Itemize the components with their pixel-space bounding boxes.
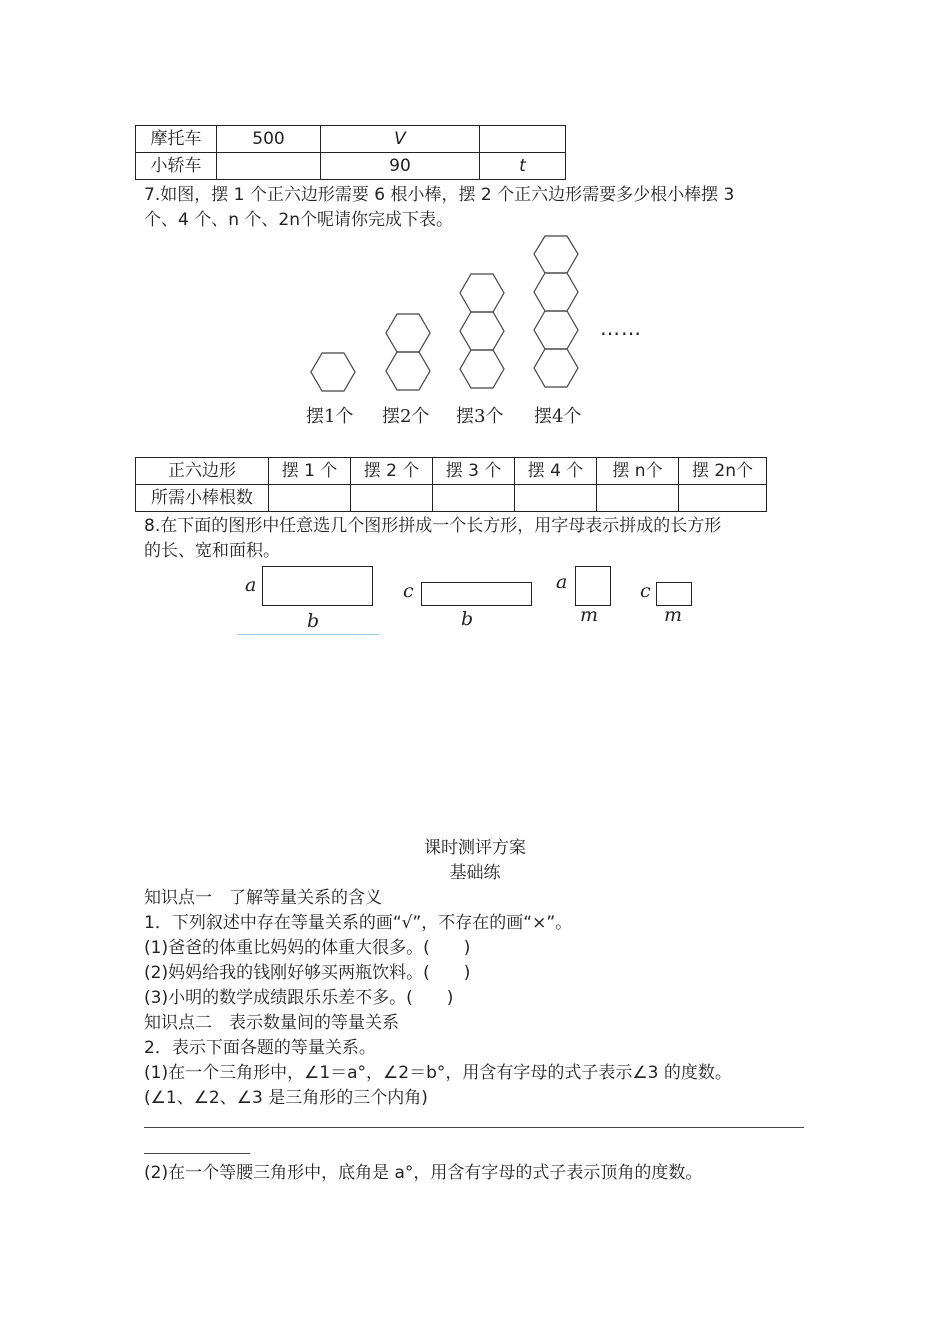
section-title: 课时测评方案: [424, 838, 526, 858]
figure-label: 摆3个: [456, 406, 504, 427]
answer-line: [144, 1127, 804, 1128]
hexagon: [534, 349, 578, 387]
section-subtitle: 基础练: [449, 863, 501, 883]
vehicle-table: [135, 125, 566, 180]
table-cell: 正六边形: [136, 458, 269, 485]
hexagon: [386, 314, 430, 352]
table-cell: [480, 126, 566, 153]
question-1-item-1: (1)爸爸的体重比妈妈的体重大很多。( ): [144, 938, 471, 958]
table-cell: 90: [321, 153, 480, 180]
hexagon: [460, 274, 504, 312]
table-cell: t: [480, 153, 566, 180]
table-cell: [269, 485, 351, 512]
table-cell: 摆 n个: [597, 458, 679, 485]
hexagon: [311, 353, 355, 391]
q8-text-line2: 的长、宽和面积。: [144, 541, 280, 561]
shape-bottom-label: b: [307, 610, 320, 632]
table-cell: 摆 2 个: [351, 458, 433, 485]
table-cell: 摆 2n个: [679, 458, 767, 485]
hexagon-table: [135, 457, 767, 512]
square-shape: [575, 566, 611, 606]
table-cell: [433, 485, 515, 512]
small-rectangle-shape: [656, 582, 692, 606]
table-cell: [679, 485, 767, 512]
hexagon: [386, 352, 430, 390]
knowledge-point-1: 知识点一 了解等量关系的含义: [144, 888, 382, 908]
table-cell: 摆 4 个: [515, 458, 597, 485]
table-cell: [217, 153, 321, 180]
rectangle-shape: [262, 566, 373, 606]
ellipsis-dots: ……: [600, 316, 642, 340]
hexagon: [534, 311, 578, 349]
shape-bottom-label: b: [461, 608, 474, 630]
shape-side-label: a: [556, 571, 568, 593]
q7-text-line2: 个、4 个、n 个、2n个呢请你完成下表。: [144, 210, 453, 230]
hexagon: [460, 312, 504, 350]
table-cell: 摆 3 个: [433, 458, 515, 485]
table-cell: 小轿车: [136, 153, 217, 180]
question-2-item-1: (1)在一个三角形中，∠1＝a°，∠2＝b°，用含有字母的式子表示∠3 的度数。: [144, 1063, 732, 1083]
table-cell: V: [321, 126, 480, 153]
table-cell: 摆 1 个: [269, 458, 351, 485]
table-row: [136, 126, 566, 153]
figure-label: 摆1个: [306, 406, 354, 427]
rectangle-shape: [421, 582, 532, 606]
table-cell: 所需小棒根数: [136, 485, 269, 512]
shape-side-label: a: [245, 574, 257, 596]
table-cell: 500: [217, 126, 321, 153]
shape-bottom-label: m: [580, 604, 599, 626]
table-cell: [351, 485, 433, 512]
hexagon: [534, 273, 578, 311]
figure-label: 摆4个: [534, 406, 582, 427]
question-2-item-1-note: (∠1、∠2、∠3 是三角形的三个内角): [144, 1088, 428, 1108]
knowledge-point-2: 知识点二 表示数量间的等量关系: [144, 1013, 399, 1033]
figure-label: 摆2个: [382, 406, 430, 427]
question-1: 1．下列叙述中存在等量关系的画“√”，不存在的画“×”。: [144, 913, 573, 933]
hexagon: [534, 236, 578, 273]
hexagon: [460, 350, 504, 388]
shape-bottom-label: m: [664, 604, 683, 626]
table-row: [136, 485, 767, 512]
table-cell: 摩托车: [136, 126, 217, 153]
question-1-item-3: (3)小明的数学成绩跟乐乐差不多。( ): [144, 988, 454, 1008]
shape-side-label: c: [403, 580, 414, 602]
table-row: [136, 153, 566, 180]
divider: [237, 634, 379, 635]
table-cell: [515, 485, 597, 512]
question-1-item-2: (2)妈妈给我的钱刚好够买两瓶饮料。( ): [144, 963, 471, 983]
question-2: 2．表示下面各题的等量关系。: [144, 1038, 376, 1058]
table-cell: [597, 485, 679, 512]
question-2-item-2: (2)在一个等腰三角形中，底角是 a°，用含有字母的式子表示顶角的度数。: [144, 1163, 703, 1183]
q8-text-line1: 8.在下面的图形中任意选几个图形拼成一个长方形，用字母表示拼成的长方形: [144, 516, 722, 536]
answer-line: [144, 1153, 250, 1154]
table-row: [136, 458, 767, 485]
q7-text-line1: 7.如图，摆 1 个正六边形需要 6 根小棒，摆 2 个正六边形需要多少根小棒摆 3: [144, 185, 735, 205]
shape-side-label: c: [640, 580, 651, 602]
